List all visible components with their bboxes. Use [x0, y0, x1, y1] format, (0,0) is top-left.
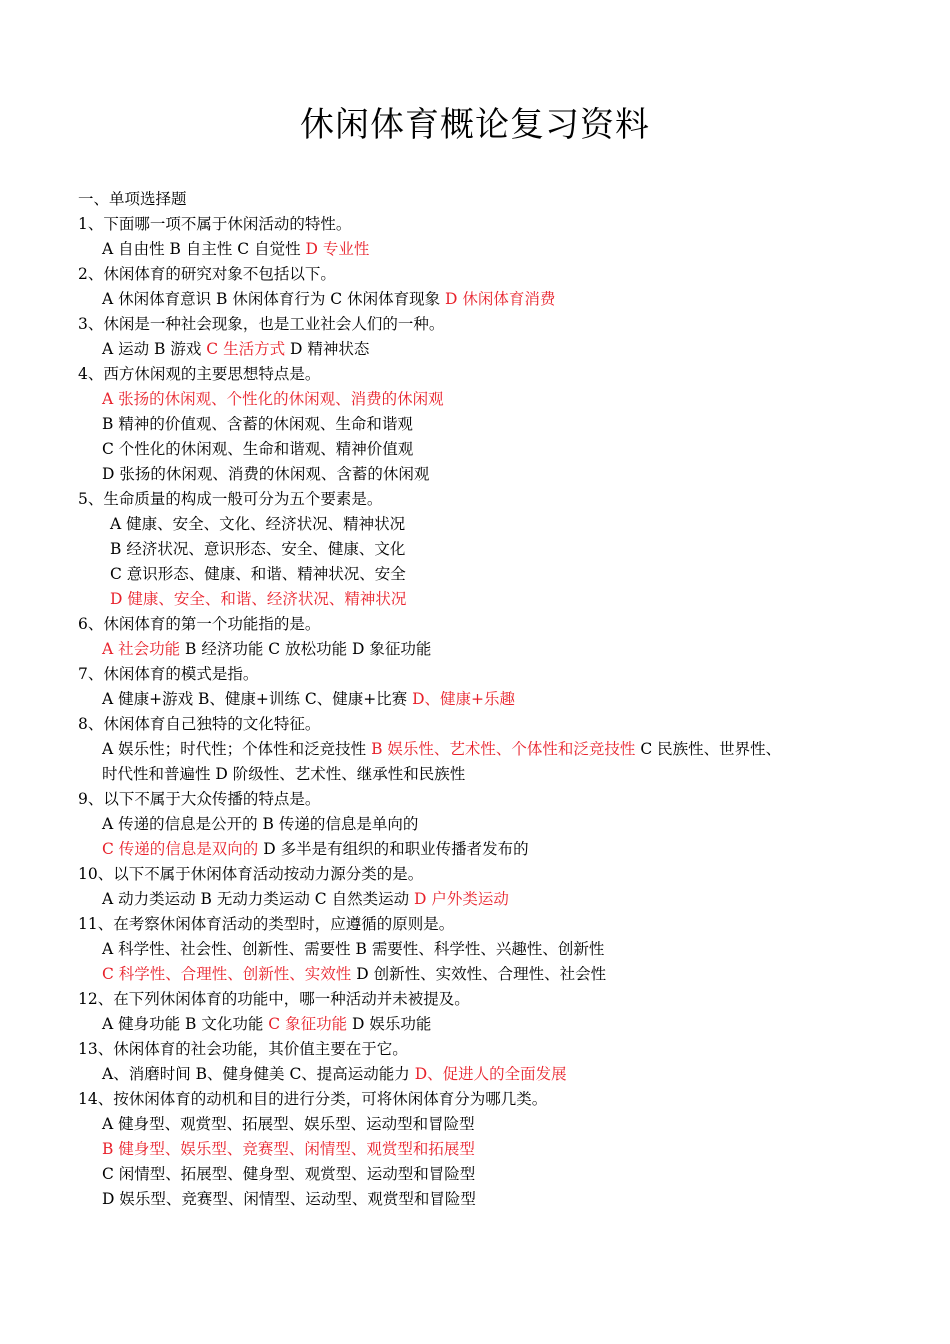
option-text: A 科学性、社会性、创新性、需要性 B 需要性、科学性、兴趣性、创新性 [102, 940, 605, 958]
option-text: A、消磨时间 B、健身健美 C、提高运动能力 [102, 1065, 415, 1083]
answer-text: B 娱乐性、艺术性、个体性和泛竞技性 [371, 740, 636, 758]
answer-text: C 生活方式 [206, 340, 286, 358]
option-line [78, 1162, 918, 1187]
option-text: A 运动 B 游戏 [102, 340, 207, 358]
question-stem: 6、休闲体育的第一个功能指的是。 [78, 615, 321, 633]
option-line [78, 962, 918, 987]
option-text: C 闲情型、拓展型、健身型、观赏型、运动型和冒险型 [102, 1165, 476, 1183]
question-stem: 11、在考察休闲体育活动的类型时，应遵循的原则是。 [78, 915, 455, 933]
question-stem: 3、休闲是一种社会现象，也是工业社会人们的一种。 [78, 315, 445, 333]
option-text: A 健康、安全、文化、经济状况、精神状况 [110, 515, 406, 533]
option-text: A 健康+游戏 B、健康+训练 C、健康+比赛 [102, 690, 413, 708]
option-text: B 精神的价值观、含蓄的休闲观、生命和谐观 [102, 415, 413, 433]
option-line [78, 762, 918, 787]
option-text: A 健身型、观赏型、拓展型、娱乐型、运动型和冒险型 [102, 1115, 475, 1133]
option-line [78, 1062, 918, 1087]
option-text: A 休闲体育意识 B 休闲体育行为 C 休闲体育现象 [102, 290, 446, 308]
answer-text: D、健康+乐趣 [412, 690, 516, 708]
option-line [78, 812, 918, 837]
option-text: B 经济功能 C 放松功能 D 象征功能 [180, 640, 432, 658]
option-text: C 个性化的休闲观、生命和谐观、精神价值观 [102, 440, 414, 458]
answer-text: D 户外类运动 [414, 890, 509, 908]
answer-text: B 健身型、娱乐型、竞赛型、闲情型、观赏型和拓展型 [102, 1140, 475, 1158]
option-text: D 娱乐型、竞赛型、闲情型、运动型、观赏型和冒险型 [102, 1190, 476, 1208]
question-stem: 5、生命质量的构成一般可分为五个要素是。 [78, 490, 383, 508]
answer-text: D 健康、安全、和谐、经济状况、精神状况 [110, 590, 407, 608]
option-text: D 多半是有组织的和职业传播者发布的 [258, 840, 529, 858]
option-text: C 意识形态、健康、和谐、精神状况、安全 [110, 565, 406, 583]
option-line [78, 437, 918, 462]
option-line [78, 1137, 918, 1162]
answer-text: A 社会功能 [102, 640, 181, 658]
option-text: D 张扬的休闲观、消费的休闲观、含蓄的休闲观 [102, 465, 430, 483]
option-text: D 精神状态 [285, 340, 370, 358]
option-line [78, 337, 918, 362]
option-line [78, 937, 918, 962]
option-text: C 民族性、世界性、 [635, 740, 782, 758]
option-line [78, 887, 918, 912]
option-line [78, 287, 918, 312]
question-stem: 13、休闲体育的社会功能，其价值主要在于它。 [78, 1040, 408, 1058]
answer-text: C 传递的信息是双向的 [102, 840, 259, 858]
question-stem: 7、休闲体育的模式是指。 [78, 665, 259, 683]
option-line [78, 1187, 918, 1212]
option-line [78, 237, 918, 262]
option-line [78, 537, 918, 562]
answer-text: D 休闲体育消费 [445, 290, 556, 308]
option-line [78, 387, 918, 412]
option-line [78, 1012, 918, 1037]
option-line [78, 462, 918, 487]
question-stem: 4、西方休闲观的主要思想特点是。 [78, 365, 321, 383]
answer-text: C 科学性、合理性、创新性、实效性 [102, 965, 352, 983]
question-stem: 1、下面哪一项不属于休闲活动的特性。 [78, 215, 352, 233]
option-line [78, 837, 918, 862]
option-line [78, 512, 918, 537]
question-stem: 8、休闲体育自己独特的文化特征。 [78, 715, 321, 733]
option-text: A 健身功能 B 文化功能 [102, 1015, 269, 1033]
question-stem: 2、休闲体育的研究对象不包括以下。 [78, 265, 336, 283]
answer-text: A 张扬的休闲观、个性化的休闲观、消费的休闲观 [102, 390, 444, 408]
question-stem: 14、按休闲体育的动机和目的进行分类，可将休闲体育分为哪几类。 [78, 1090, 548, 1108]
option-line [78, 412, 918, 437]
option-line [78, 687, 918, 712]
option-line [78, 587, 918, 612]
option-text: A 动力类运动 B 无动力类运动 C 自然类运动 [102, 890, 415, 908]
page-title: 休闲体育概论复习资料 [300, 105, 650, 145]
option-text: A 传递的信息是公开的 B 传递的信息是单向的 [102, 815, 419, 833]
option-text: D 娱乐功能 [347, 1015, 432, 1033]
option-text: 时代性和普遍性 D 阶级性、艺术性、继承性和民族性 [102, 765, 466, 783]
section-title: 一、单项选择题 [78, 190, 187, 208]
question-list [78, 187, 918, 1212]
option-line [78, 737, 918, 762]
answer-text: D、促进人的全面发展 [414, 1065, 567, 1083]
option-text: A 自由性 B 自主性 C 自觉性 [102, 240, 306, 258]
answer-text: C 象征功能 [268, 1015, 348, 1033]
option-line [78, 562, 918, 587]
answer-text: D 专业性 [305, 240, 370, 258]
option-text: B 经济状况、意识形态、安全、健康、文化 [110, 540, 406, 558]
question-stem: 9、以下不属于大众传播的特点是。 [78, 790, 321, 808]
option-line [78, 637, 918, 662]
option-line [78, 1112, 918, 1137]
question-stem: 10、以下不属于休闲体育活动按动力源分类的是。 [78, 865, 424, 883]
option-text: A 娱乐性；时代性；个体性和泛竞技性 [102, 740, 372, 758]
option-text: D 创新性、实效性、合理性、社会性 [351, 965, 607, 983]
question-stem: 12、在下列休闲体育的功能中，哪一种活动并未被提及。 [78, 990, 470, 1008]
